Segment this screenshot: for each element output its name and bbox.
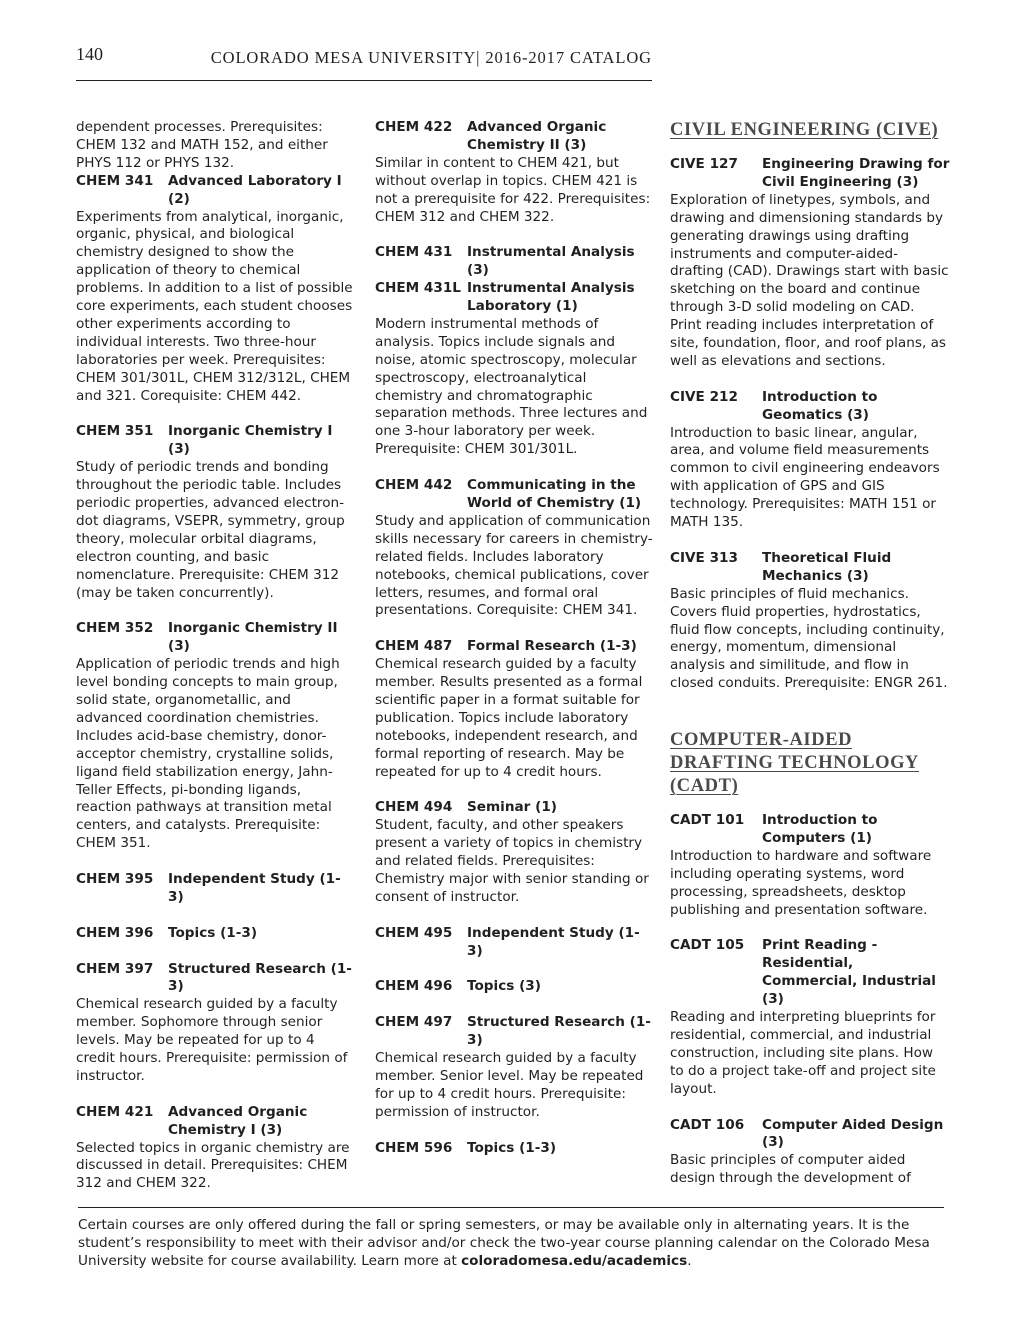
course-description: Study of periodic trends and bonding throughout the periodic table. Includes periodic properties, advanced electron-dot diagrams, VSEPR, symmetry, group theory, molecular orbital diagrams, electron counting, and basic nomenclature. Prerequisite: CHEM 312 (may be taken concurrently).	[76, 459, 345, 601]
course-entry	[375, 244, 655, 459]
course-heading	[76, 620, 354, 656]
course-heading	[76, 925, 354, 943]
footer-note	[78, 1207, 944, 1271]
course-code: CIVE 212	[670, 388, 738, 405]
course-description: Basic principles of computer aided design through the development of	[670, 1152, 911, 1187]
course-title: Advanced Organic Chemistry II (3)	[467, 119, 607, 153]
page-number: 140	[76, 44, 103, 64]
course-title: Topics (3)	[467, 978, 541, 995]
course-entry	[670, 937, 950, 1098]
course-heading	[670, 1117, 950, 1153]
section-heading-cive: CIVIL ENGINEERING (CIVE)	[670, 120, 939, 140]
course-code: CHEM 421	[76, 1103, 154, 1120]
course-title: Topics (1-3)	[168, 924, 258, 941]
course-description: Application of periodic trends and high level bonding concepts to main group, solid state, organometallic, and advanced coordination chemistries. Includes acid-base chemistry, donor-acceptor chemistry, crystalline solids, ligand field stabilization energy, Jahn-Teller Effects, pi-bonding ligands, reaction pathways at transition metal centers, and catalysts. Prerequisite: CHEM 351.	[76, 656, 340, 852]
column-2	[375, 119, 655, 1175]
course-title: Formal Research (1-3)	[467, 638, 637, 655]
course-heading	[670, 812, 950, 848]
course-heading	[670, 389, 950, 425]
course-entry	[670, 1117, 950, 1189]
course-heading	[375, 477, 655, 513]
course-entry	[76, 871, 354, 907]
course-heading-lab	[375, 280, 655, 316]
course-code: CHEM 496	[375, 978, 453, 995]
course-description: Basic principles of fluid mechanics. Covers fluid properties, hydrostatics, fluid flow concepts, including continuity, energy, momentum, dimensional analysis and similitude, and flow in closed conduits. Prerequisite: ENGR 261.	[670, 585, 948, 692]
course-entry	[76, 173, 354, 406]
course-title: Advanced Laboratory I (2)	[168, 172, 342, 207]
course-entry	[375, 1014, 655, 1121]
course-code: CHEM 596	[375, 1139, 453, 1156]
footer-end: .	[687, 1252, 692, 1269]
course-entry	[375, 799, 655, 906]
course-heading	[76, 1104, 354, 1140]
course-title: Inorganic Chemistry I (3)	[168, 423, 333, 458]
course-title: Computer Aided Design (3)	[762, 1116, 944, 1151]
course-description: Modern instrumental methods of analysis. Topics include signals and noise, atomic spectroscopy, molecular spectroscopy, electroanalytical chemistry and chromatographic separation methods. Three lectures and one 3-hour laboratory per week. Prerequisite: CHEM 301/301L.	[375, 315, 648, 458]
course-entry	[76, 620, 354, 853]
course-heading	[375, 978, 655, 996]
course-entry	[670, 550, 950, 693]
course-heading	[670, 550, 950, 586]
course-title: Inorganic Chemistry II (3)	[168, 620, 338, 655]
course-heading	[670, 937, 950, 1009]
course-code: CADT 105	[670, 937, 745, 954]
course-description: Student, faculty, and other speakers present a variety of topics in chemistry and related fields. Prerequisites: Chemistry major with senior standing or consent of instructor.	[375, 817, 649, 905]
course-heading	[375, 1014, 655, 1050]
course-entry	[670, 156, 950, 371]
course-code: CIVE 127	[670, 156, 738, 172]
course-description: Chemical research guided by a faculty member. Senior level. May be repeated for up to 4 credit hours. Prerequisite: permission of instructor.	[375, 1050, 644, 1120]
course-heading	[76, 423, 354, 459]
course-title: Communicating in the World of Chemistry (1)	[467, 477, 642, 511]
course-code: CHEM 487	[375, 638, 453, 655]
course-title: Introduction to Geomatics (3)	[762, 388, 878, 423]
course-entry	[375, 638, 655, 781]
course-title: Seminar (1)	[467, 799, 558, 816]
course-code: CADT 101	[670, 812, 745, 829]
course-code: CHEM 351	[76, 423, 154, 440]
course-heading	[76, 173, 354, 209]
course-description: Exploration of linetypes, symbols, and drawing and dimensioning standards by generating drawings using drafting instruments and computer-aided-drafting (CAD). Drawings start with basic sketching on the board and continue through 3-D solid modeling on CAD. Print reading includes interpretation of site, foundation, floor, and roof plans, as well as elevations and sections.	[670, 191, 949, 369]
course-heading	[375, 925, 655, 961]
course-code: CIVE 313	[670, 549, 738, 566]
page-header	[76, 44, 652, 81]
course-entry	[375, 477, 655, 620]
course-heading	[670, 156, 950, 192]
course-entry	[375, 978, 655, 996]
course-title: Instrumental Analysis Laboratory (1)	[467, 280, 635, 315]
course-entry	[76, 423, 354, 602]
course-code: CHEM 341	[76, 172, 154, 189]
course-code: CHEM 397	[76, 960, 154, 977]
course-code: CHEM 431L	[375, 280, 461, 297]
course-entry	[375, 925, 655, 961]
course-code: CHEM 422	[375, 119, 453, 135]
footer-text: Certain courses are only offered during the fall or spring semesters, or may be available only in alternating years. It is the student’s responsibility to meet with their advisor and/or check the two-year course planning calendar on the Colorado Mesa University website for course availability. Learn more at	[78, 1217, 930, 1269]
course-heading	[375, 638, 655, 656]
course-code: CHEM 495	[375, 924, 453, 941]
course-code: CHEM 497	[375, 1014, 453, 1031]
course-description: Introduction to basic linear, angular, area, and volume field measurements common to civil engineering endeavors with application of GPS and GIS technology. Prerequisites: MATH 151 or MATH 135.	[670, 424, 940, 531]
course-entry	[375, 1140, 655, 1158]
course-title: Structured Research (1-3)	[467, 1014, 651, 1049]
course-description: Study and application of communication skills necessary for careers in chemistry-related fields. Includes laboratory notebooks, chemical publications, cover letters, resumes, and formal oral presentations. Corequisite: CHEM 341.	[375, 512, 653, 619]
continued-text: dependent processes. Prerequisites: CHEM 132 and MATH 152, and either PHYS 112 or PHYS 132.	[76, 119, 328, 171]
course-title: Advanced Organic Chemistry I (3)	[168, 1103, 308, 1138]
course-heading	[76, 961, 354, 997]
course-title: Introduction to Computers (1)	[762, 812, 878, 847]
course-title: Engineering Drawing for Civil Engineering (3)	[762, 156, 950, 190]
course-title: Independent Study (1-3)	[467, 924, 640, 959]
course-code: CHEM 352	[76, 620, 154, 637]
course-title: Instrumental Analysis (3)	[467, 244, 635, 279]
course-description: Chemical research guided by a faculty member. Sophomore through senior levels. May be repeated for up to 4 credit hours. Prerequisite: permission of instructor.	[76, 996, 348, 1084]
course-description: Selected topics in organic chemistry are discussed in detail. Prerequisites: CHEM 312 and CHEM 322.	[76, 1139, 350, 1192]
course-code: CHEM 442	[375, 477, 453, 494]
course-code: CHEM 494	[375, 799, 453, 816]
course-title: Independent Study (1-3)	[168, 871, 341, 905]
course-title: Print Reading - Residential, Commercial, Industrial (3)	[762, 937, 936, 1008]
course-entry	[670, 812, 950, 919]
course-heading	[375, 119, 655, 155]
course-entry	[670, 389, 950, 532]
column-3	[670, 119, 950, 1206]
course-entry	[76, 925, 354, 943]
course-heading	[375, 799, 655, 817]
column-1	[76, 119, 354, 1211]
course-title: Theoretical Fluid Mechanics (3)	[762, 549, 892, 584]
course-entry	[76, 961, 354, 1086]
course-entry	[76, 1104, 354, 1194]
course-entry	[375, 119, 655, 226]
course-description: Introduction to hardware and software including operating systems, word processing, spreadsheets, desktop publishing and presentation software.	[670, 847, 932, 918]
course-title: Structured Research (1-3)	[168, 960, 352, 995]
course-title: Topics (1-3)	[467, 1139, 557, 1156]
footer-link[interactable]: coloradomesa.edu/academics	[461, 1252, 688, 1269]
course-code: CADT 106	[670, 1116, 745, 1133]
course-code: CHEM 395	[76, 871, 154, 888]
course-description: Experiments from analytical, inorganic, organic, physical, and biological chemistry designed to show the application of theory to chemical problems. In addition to a list of possible core experiments, each student chooses other experiments according to individual interests. Two three-hour laboratories per week. Prerequisites: CHEM 301/301L, CHEM 312/312L, CHEM and 321. Corequisite: CHEM 442.	[76, 208, 353, 404]
course-description: Reading and interpreting blueprints for residential, commercial, and industrial construction, including site plans. How to do a project take-off and project site layout.	[670, 1009, 936, 1097]
course-heading	[76, 871, 354, 907]
course-heading	[375, 244, 655, 280]
section-heading-cadt: COMPUTER-AIDED DRAFTING TECHNOLOGY (CADT)	[670, 730, 920, 797]
course-heading	[375, 1140, 655, 1158]
course-code: CHEM 396	[76, 924, 154, 941]
course-description: Chemical research guided by a faculty member. Results presented as a formal scientific paper in a format suitable for publication. Topics include laboratory notebooks, independent research, and formal reporting of research. May be repeated for up to 4 credit hours.	[375, 656, 643, 780]
course-code: CHEM 431	[375, 244, 453, 261]
running-title: COLORADO MESA UNIVERSITY| 2016-2017 CATALOG	[210, 48, 652, 67]
course-description: Similar in content to CHEM 421, but without overlap in topics. CHEM 421 is not a prerequisite for 422. Prerequisites: CHEM 312 and CHEM 322.	[375, 154, 651, 225]
